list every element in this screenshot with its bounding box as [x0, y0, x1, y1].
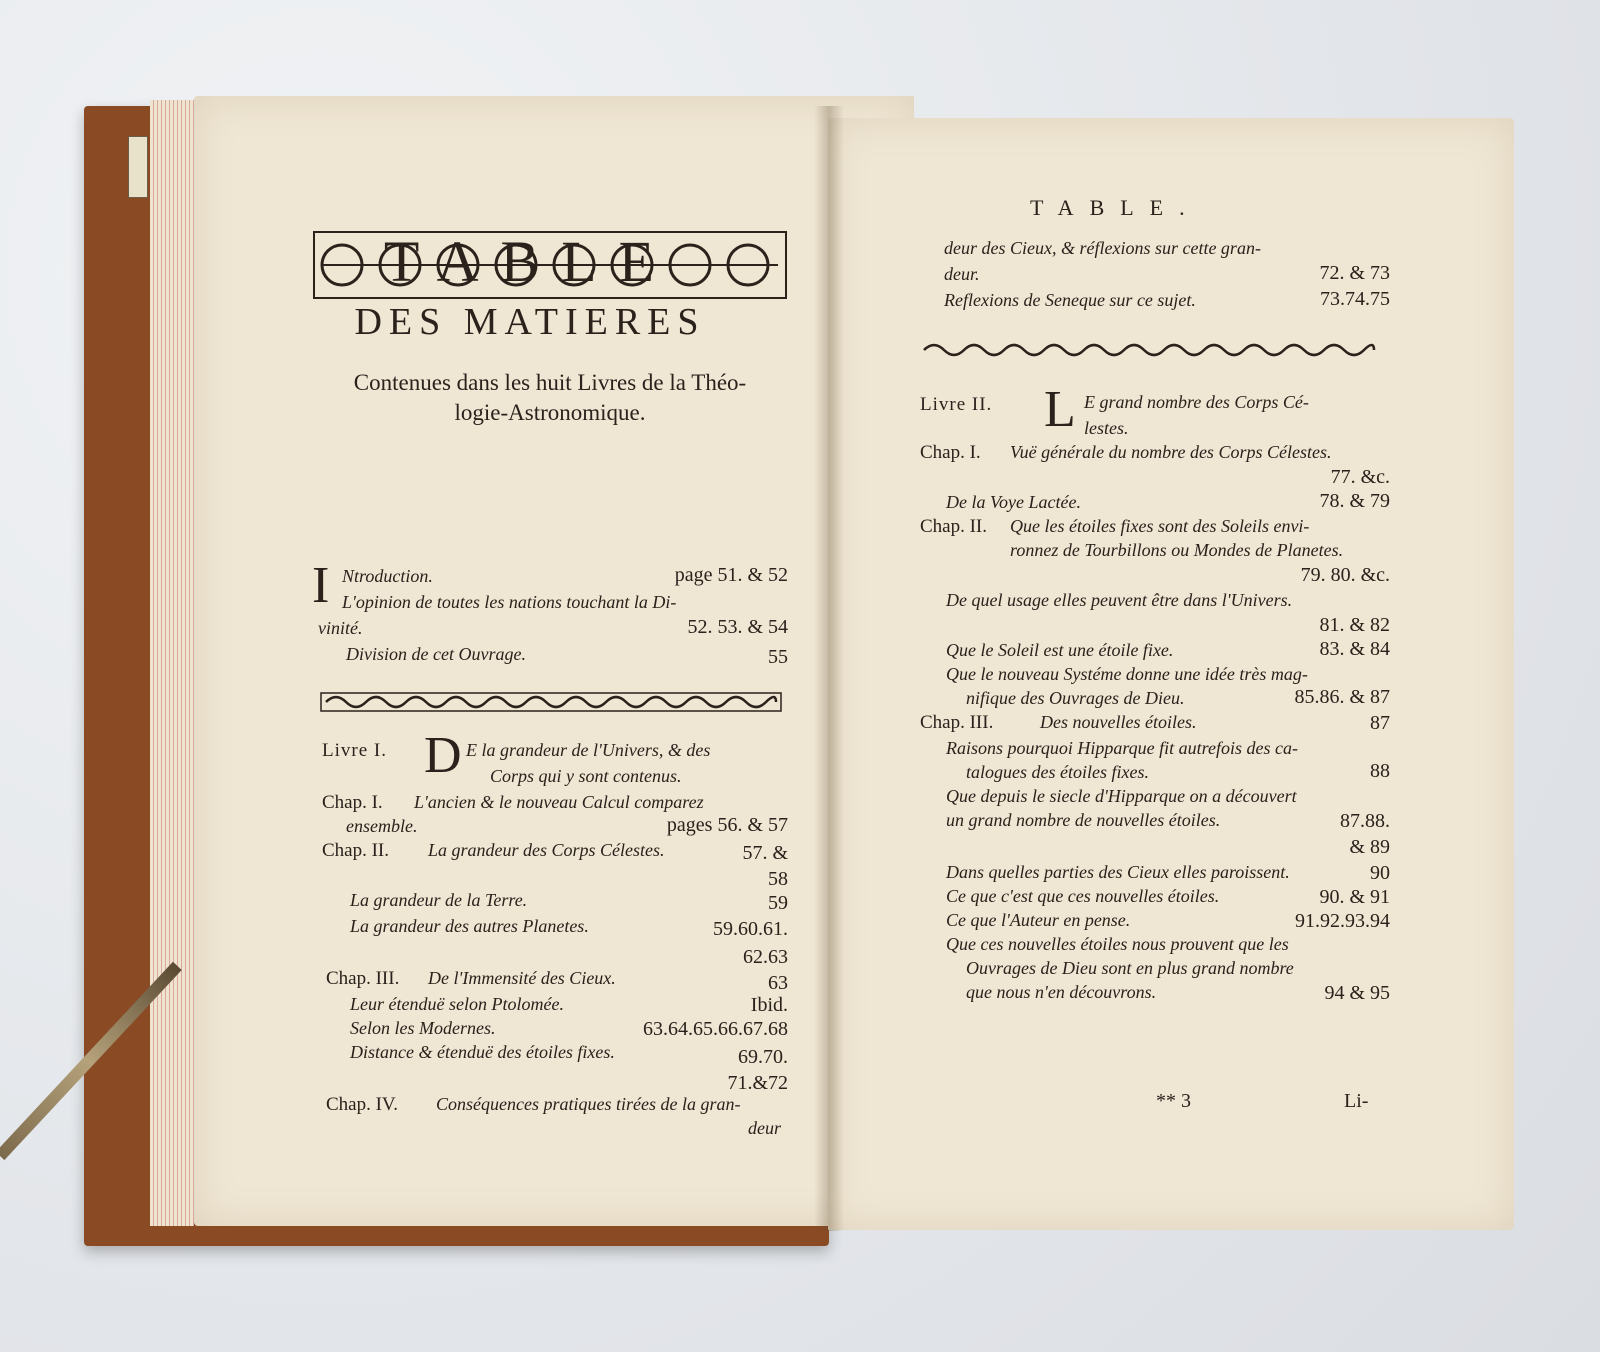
toc-line: Que depuis le siecle d'Hipparque on a découvert	[946, 786, 1297, 806]
toc-line: Reflexions de Seneque sur ce sujet.	[944, 290, 1196, 310]
toc-line: De quel usage elles peuvent être dans l'Univers.	[946, 590, 1293, 610]
toc-line: E la grandeur de l'Univers, & des	[466, 740, 711, 760]
toc-page: 59	[768, 892, 788, 914]
toc-page: 88	[1370, 760, 1390, 782]
dropcap: I	[312, 557, 330, 614]
caption	[310, 368, 790, 428]
toc-page: & 89	[1349, 836, 1390, 858]
toc-line: vinité.	[318, 618, 363, 638]
toc-page: 59.60.61.	[713, 918, 788, 940]
toc-page: 81. & 82	[1319, 614, 1390, 636]
toc-line: Dans quelles parties des Cieux elles paroissent.	[946, 862, 1290, 882]
signature-mark: ** 3	[1156, 1090, 1191, 1112]
toc-page: 69.70.	[738, 1046, 788, 1068]
toc-page: 83. & 84	[1319, 638, 1390, 660]
catchword: Li-	[1344, 1090, 1369, 1112]
toc-line: Division de cet Ouvrage.	[346, 644, 526, 664]
toc-page: 77. &c.	[1330, 466, 1390, 488]
toc-line: Distance & étenduë des étoiles fixes.	[350, 1042, 615, 1062]
dropcap: D	[424, 727, 462, 784]
dropcap: L	[1044, 381, 1076, 438]
toc-page: 90	[1370, 862, 1390, 884]
toc-line: deur	[748, 1118, 781, 1138]
toc-page: 63	[768, 972, 788, 994]
toc-page: 58	[768, 868, 788, 890]
toc-page: 55	[768, 646, 788, 668]
divider-ornament	[918, 340, 1380, 360]
toc-line: La grandeur des autres Planetes.	[350, 916, 589, 936]
toc-line: que nous n'en découvrons.	[966, 982, 1157, 1002]
toc-line: ensemble.	[346, 816, 418, 836]
toc-page: 91.92.93.94	[1295, 910, 1390, 932]
divider-ornament	[320, 692, 782, 712]
chap-label: Chap. III.	[326, 968, 400, 989]
gutter-shadow	[814, 106, 844, 1231]
toc-page: 78. & 79	[1319, 490, 1390, 512]
toc-page: 94 & 95	[1324, 982, 1390, 1004]
toc-line: Des nouvelles étoiles.	[1040, 712, 1197, 732]
toc-line: ronnez de Tourbillons ou Mondes de Planetes.	[1010, 540, 1344, 560]
chap-label: Chap. I.	[920, 442, 981, 463]
toc-line: lestes.	[1084, 418, 1129, 438]
toc-line: nifique des Ouvrages de Dieu.	[966, 688, 1185, 708]
toc-line: Ce que l'Auteur en pense.	[946, 910, 1131, 930]
toc-line: Que les étoiles fixes sont des Soleils envi-	[1010, 516, 1310, 536]
toc-line: Que ces nouvelles étoiles nous prouvent que les	[946, 934, 1289, 954]
toc-page: 72. & 73	[1319, 262, 1390, 284]
toc-line: Leur étenduë selon Ptolomée.	[350, 994, 564, 1014]
toc-line: La grandeur de la Terre.	[350, 890, 528, 910]
toc-line: Ntroduction.	[342, 566, 433, 586]
page-edges	[150, 100, 194, 1226]
toc-page: 52. 53. & 54	[687, 616, 788, 638]
toc-page: 71.&72	[727, 1072, 788, 1094]
toc-page: 73.74.75	[1320, 288, 1390, 310]
toc-line: Raisons pourquoi Hipparque fit autrefois des ca-	[946, 738, 1298, 758]
toc-line: L'ancien & le nouveau Calcul comparez	[414, 792, 704, 812]
toc-line: Que le nouveau Systéme donne une idée très mag-	[946, 664, 1308, 684]
toc-page: 79. 80. &c.	[1300, 564, 1390, 586]
toc-line: Conséquences pratiques tirées de la gran-	[436, 1094, 741, 1114]
chap-label: Chap. III.	[920, 712, 994, 733]
toc-page: page 51. & 52	[674, 564, 788, 586]
toc-page: 62.63	[743, 946, 788, 968]
toc-page: pages 56. & 57	[666, 814, 788, 836]
toc-page: 87.88.	[1340, 810, 1390, 832]
chap-label: Chap. II.	[920, 516, 988, 537]
page-title: TABLE	[383, 229, 677, 294]
toc-line: Ouvrages de Dieu sont en plus grand nombre	[966, 958, 1294, 978]
toc-line: un grand nombre de nouvelles étoiles.	[946, 810, 1221, 830]
toc-line: Vuë générale du nombre des Corps Célestes.	[1010, 442, 1332, 462]
toc-page: Ibid.	[750, 994, 788, 1016]
toc-line: talogues des étoiles fixes.	[966, 762, 1149, 782]
toc-page: 90. & 91	[1319, 886, 1390, 908]
spine-label	[128, 136, 148, 198]
toc-line: De la Voye Lactée.	[946, 492, 1081, 512]
chap-label: Chap. II.	[322, 840, 390, 861]
toc-line: Selon les Modernes.	[350, 1018, 496, 1038]
chap-label: Chap. IV.	[326, 1094, 398, 1115]
toc-line: De l'Immensité des Cieux.	[428, 968, 616, 988]
toc-line: La grandeur des Corps Célestes.	[428, 840, 665, 860]
toc-page: 57. &	[742, 842, 788, 864]
caption-line: logie-Astronomique.	[454, 400, 646, 425]
toc-line: deur des Cieux, & réflexions sur cette gran-	[944, 238, 1261, 258]
page-subtitle: DES MATIERES	[354, 301, 706, 343]
toc-line: Que le Soleil est une étoile fixe.	[946, 640, 1174, 660]
toc-line: Ce que c'est que ces nouvelles étoiles.	[946, 886, 1220, 906]
toc-page: 87	[1370, 712, 1390, 734]
caption-line: Contenues dans les huit Livres de la Théo-	[353, 370, 747, 395]
toc-page: 63.64.65.66.67.68	[643, 1018, 788, 1040]
chap-label: Chap. I.	[322, 792, 383, 813]
toc-line: Corps qui y sont contenus.	[490, 766, 682, 786]
toc-line: E grand nombre des Corps Cé-	[1084, 392, 1309, 412]
toc-line: L'opinion de toutes les nations touchant la Di-	[342, 592, 677, 612]
toc-page: 85.86. & 87	[1294, 686, 1390, 708]
livre-label: Livre I.	[322, 740, 387, 761]
running-head: TABLE.	[1030, 195, 1201, 220]
livre-label: Livre II.	[920, 394, 993, 415]
toc-line: deur.	[944, 264, 980, 284]
